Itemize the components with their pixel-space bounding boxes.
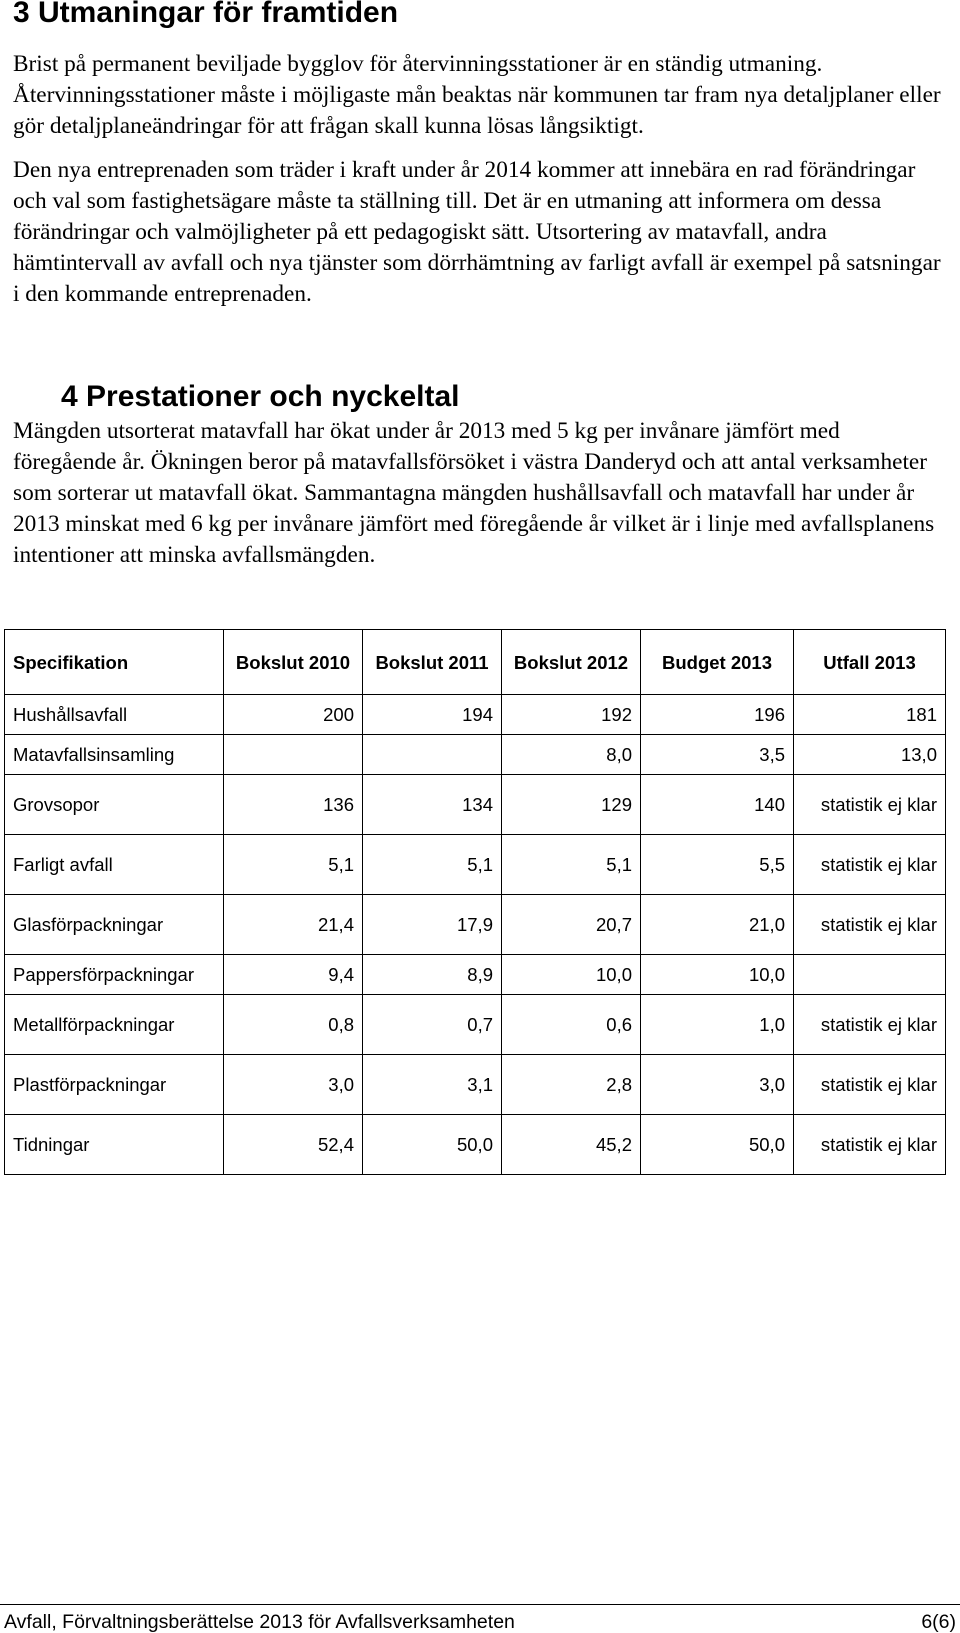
cell-bokslut-2012: 20,7: [502, 895, 641, 955]
cell-bokslut-2012: 129: [502, 775, 641, 835]
cell-budget-2013: 3,0: [641, 1055, 794, 1115]
row-label: Matavfallsinsamling: [5, 735, 224, 775]
cell-utfall-2013: statistik ej klar: [794, 895, 946, 955]
cell-bokslut-2010: 9,4: [224, 955, 363, 995]
footer-title: Avfall, Förvaltningsberättelse 2013 för Avfallsverksamheten: [4, 1611, 515, 1633]
table-row: [5, 835, 946, 895]
row-label: Grovsopor: [5, 775, 224, 835]
cell-bokslut-2011: 5,1: [363, 835, 502, 895]
cell-bokslut-2010: 21,4: [224, 895, 363, 955]
cell-bokslut-2010: 5,1: [224, 835, 363, 895]
table-row: [5, 995, 946, 1055]
cell-bokslut-2012: 0,6: [502, 995, 641, 1055]
cell-utfall-2013: 13,0: [794, 735, 946, 775]
cell-bokslut-2011: 17,9: [363, 895, 502, 955]
section-4-paragraph: Mängden utsorterat matavfall har ökat under år 2013 med 5 kg per invånare jämfört med föregående år. Ökningen beror på matavfallsförsöket i västra Danderyd och att antal verksamheter som sorterar ut matavfall ökat. Sammantagna mängden hushållsavfall och matavfall har under år 2013 minskat med 6 kg per invånare jämfört med föregående år vilket är i linje med avfallsplanens intentioner att minska avfallsmängden.: [13, 418, 935, 568]
header-bokslut-2010: Bokslut 2010: [224, 630, 363, 695]
section-4-heading: 4 Prestationer och nyckeltal: [61, 380, 460, 413]
table-row: [5, 1055, 946, 1115]
cell-utfall-2013: statistik ej klar: [794, 1055, 946, 1115]
section-3-heading: 3 Utmaningar för framtiden: [13, 0, 399, 29]
table-header-row: [5, 630, 946, 695]
header-specifikation: Specifikation: [5, 630, 224, 695]
cell-budget-2013: 196: [641, 695, 794, 735]
cell-bokslut-2010: 136: [224, 775, 363, 835]
row-label: Plastförpackningar: [5, 1055, 224, 1115]
cell-utfall-2013: 181: [794, 695, 946, 735]
cell-budget-2013: 10,0: [641, 955, 794, 995]
cell-bokslut-2011: 194: [363, 695, 502, 735]
table-row: [5, 735, 946, 775]
cell-bokslut-2012: 8,0: [502, 735, 641, 775]
cell-utfall-2013: statistik ej klar: [794, 835, 946, 895]
header-utfall-2013: Utfall 2013: [794, 630, 946, 695]
cell-bokslut-2012: 192: [502, 695, 641, 735]
header-bokslut-2012: Bokslut 2012: [502, 630, 641, 695]
cell-budget-2013: 21,0: [641, 895, 794, 955]
cell-utfall-2013: [794, 955, 946, 995]
header-bokslut-2011: Bokslut 2011: [363, 630, 502, 695]
header-budget-2013: Budget 2013: [641, 630, 794, 695]
cell-bokslut-2011: 3,1: [363, 1055, 502, 1115]
cell-budget-2013: 3,5: [641, 735, 794, 775]
table-row: [5, 775, 946, 835]
cell-utfall-2013: statistik ej klar: [794, 995, 946, 1055]
section-3-paragraph-1: Brist på permanent beviljade bygglov för återvinningsstationer är en ständig utmaning. Återvinningsstationer måste i möjligaste mån beaktas när kommunen tar fram nya detaljplaner eller gör detaljplaneändringar för att frågan skall kunna lösas långsiktigt.: [13, 51, 941, 139]
row-label: Farligt avfall: [5, 835, 224, 895]
cell-bokslut-2012: 5,1: [502, 835, 641, 895]
cell-utfall-2013: statistik ej klar: [794, 1115, 946, 1175]
key-figures-table: [4, 629, 946, 1175]
row-label: Hushållsavfall: [5, 695, 224, 735]
section-3-paragraph-2: Den nya entreprenaden som träder i kraft under år 2014 kommer att innebära en rad förändringar och val som fastighetsägare måste ta ställning till. Det är en utmaning att informera om dessa förändringar och valmöjligheter på ett pedagogiskt sätt. Utsortering av matavfall, andra hämtintervall av avfall och nya tjänster som dörrhämtning av farligt avfall är exempel på satsningar i den kommande entreprenaden.: [13, 157, 941, 307]
cell-bokslut-2011: [363, 735, 502, 775]
cell-bokslut-2011: 8,9: [363, 955, 502, 995]
footer-divider: [0, 1604, 960, 1605]
table-row: [5, 1115, 946, 1175]
row-label: Metallförpackningar: [5, 995, 224, 1055]
cell-bokslut-2011: 50,0: [363, 1115, 502, 1175]
row-label: Tidningar: [5, 1115, 224, 1175]
cell-budget-2013: 140: [641, 775, 794, 835]
cell-budget-2013: 50,0: [641, 1115, 794, 1175]
row-label: Pappersförpackningar: [5, 955, 224, 995]
cell-utfall-2013: statistik ej klar: [794, 775, 946, 835]
cell-bokslut-2011: 0,7: [363, 995, 502, 1055]
cell-bokslut-2012: 2,8: [502, 1055, 641, 1115]
cell-bokslut-2012: 10,0: [502, 955, 641, 995]
cell-bokslut-2010: 3,0: [224, 1055, 363, 1115]
cell-bokslut-2010: 0,8: [224, 995, 363, 1055]
cell-bokslut-2010: 52,4: [224, 1115, 363, 1175]
cell-budget-2013: 1,0: [641, 995, 794, 1055]
table-row: [5, 895, 946, 955]
cell-bokslut-2012: 45,2: [502, 1115, 641, 1175]
row-label: Glasförpackningar: [5, 895, 224, 955]
cell-bokslut-2010: [224, 735, 363, 775]
cell-bokslut-2010: 200: [224, 695, 363, 735]
cell-bokslut-2011: 134: [363, 775, 502, 835]
table-row: [5, 955, 946, 995]
cell-budget-2013: 5,5: [641, 835, 794, 895]
table-row: [5, 695, 946, 735]
page-number: 6(6): [921, 1611, 956, 1633]
